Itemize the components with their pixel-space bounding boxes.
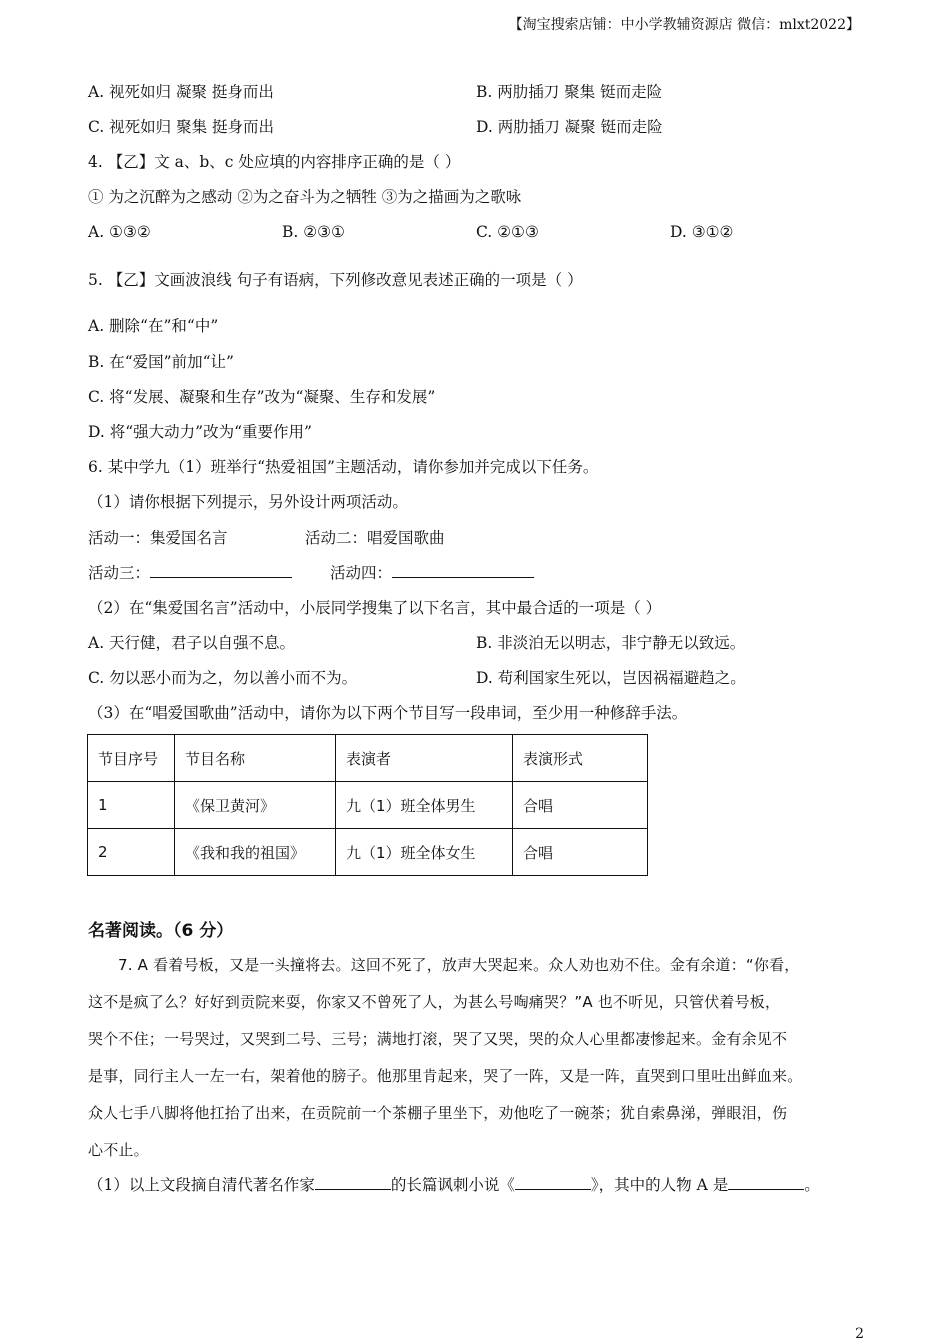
table-header-row xyxy=(88,735,648,782)
table-cell: 1 xyxy=(88,782,175,829)
q4-option-b: B. ②③① xyxy=(282,223,345,241)
novel-title-blank[interactable] xyxy=(515,1175,591,1190)
activity-2: 活动二：唱爱国歌曲 xyxy=(305,529,445,547)
q7-sub1-text: 的长篇讽刺小说《 xyxy=(390,1176,515,1194)
page-header: 【淘宝搜索店铺：中小学教辅资源店 微信：mlxt2022】 xyxy=(508,17,860,33)
q6-stem: 6. 某中学九（1）班举行“热爱祖国”主题活动，请你参加并完成以下任务。 xyxy=(88,458,599,476)
activity-4-label: 活动四： xyxy=(330,564,393,582)
table-header-cell: 节目序号 xyxy=(88,735,175,782)
q6-option-b: B. 非淡泊无以明志，非宁静无以致远。 xyxy=(476,634,746,652)
activity-3 xyxy=(88,563,292,583)
table-cell: 2 xyxy=(88,829,175,876)
activity-1: 活动一：集爱国名言 xyxy=(88,529,228,547)
character-blank[interactable] xyxy=(728,1175,804,1190)
q5-stem: 5. 【乙】文画波浪线 句子有语病，下列修改意见表述正确的一项是（ ） xyxy=(88,271,583,289)
q3-option-b: B. 两肋插刀 聚集 铤而走险 xyxy=(476,83,663,101)
q7-sub1-text: （1）以上文段摘自清代著名作家 xyxy=(88,1176,315,1194)
passage-line: 是事，同行主人一左一右，架着他的膀子。他那里肯起来，哭了一阵，又是一阵，直哭到口里吐出鲜血来。 xyxy=(88,1067,803,1085)
activity-4 xyxy=(330,563,534,583)
table-header-cell: 表演者 xyxy=(336,735,513,782)
table-cell: 《我和我的祖国》 xyxy=(175,829,336,876)
q6-part2: （2）在“集爱国名言”活动中，小辰同学搜集了以下名言，其中最合适的一项是（ ） xyxy=(88,599,662,617)
table-cell: 九（1）班全体女生 xyxy=(336,829,513,876)
q3-option-a: A. 视死如归 凝聚 挺身而出 xyxy=(88,83,274,101)
activity-4-blank[interactable] xyxy=(392,563,534,578)
q6-option-c: C. 勿以恶小而为之，勿以善小而不为。 xyxy=(88,669,358,687)
q3-option-c: C. 视死如归 聚集 挺身而出 xyxy=(88,118,275,136)
q5-option-d: D. 将“强大动力”改为“重要作用” xyxy=(88,423,312,441)
q7-sub1-text: 。 xyxy=(804,1176,820,1194)
q4-option-c: C. ②①③ xyxy=(476,223,539,241)
q6-option-a: A. 天行健，君子以自强不息。 xyxy=(88,634,296,652)
q6-part3: （3）在“唱爱国歌曲”活动中，请你为以下两个节目写一段串词，至少用一种修辞手法。 xyxy=(88,704,688,722)
table-row xyxy=(88,782,648,829)
q5-option-c: C. 将“发展、凝聚和生存”改为“凝聚、生存和发展” xyxy=(88,388,436,406)
q3-option-d: D. 两肋插刀 凝聚 铤而走险 xyxy=(476,118,663,136)
q4-option-d: D. ③①② xyxy=(670,223,734,241)
author-blank[interactable] xyxy=(315,1175,391,1190)
q5-option-b: B. 在“爱国”前加“让” xyxy=(88,353,234,371)
activity-3-label: 活动三： xyxy=(88,564,151,582)
section-heading: 名著阅读。（6 分） xyxy=(88,921,234,941)
passage-line: 心不止。 xyxy=(88,1141,149,1159)
passage-line: 众人七手八脚将他扛抬了出来，在贡院前一个茶棚子里坐下，劝他吃了一碗茶；犹自索鼻涕，弹眼泪，伤 xyxy=(88,1104,788,1122)
passage-line: 7. A 看着号板，又是一头撞将去。这回不死了，放声大哭起来。众人劝也劝不住。金有余道：“你看， xyxy=(118,956,800,974)
table-row xyxy=(88,829,648,876)
q4-option-a: A. ①③② xyxy=(88,223,151,241)
table-cell: 九（1）班全体男生 xyxy=(336,782,513,829)
table-header-cell: 节目名称 xyxy=(175,735,336,782)
q7-sub1 xyxy=(88,1175,820,1195)
page-number: 2 xyxy=(855,1326,864,1342)
table-header-cell: 表演形式 xyxy=(513,735,648,782)
table-cell: 合唱 xyxy=(513,829,648,876)
q6-part1: （1）请你根据下列提示，另外设计两项活动。 xyxy=(88,493,408,511)
table-cell: 《保卫黄河》 xyxy=(175,782,336,829)
q6-option-d: D. 苟利国家生死以，岂因祸福避趋之。 xyxy=(476,669,746,687)
program-table xyxy=(87,734,648,876)
table-cell: 合唱 xyxy=(513,782,648,829)
activity-3-blank[interactable] xyxy=(150,563,292,578)
q7-sub1-text: 》，其中的人物 A 是 xyxy=(590,1176,729,1194)
q5-option-a: A. 删除“在”和“中” xyxy=(88,317,219,335)
q4-stem: 4. 【乙】文 a、b、c 处应填的内容排序正确的是（ ） xyxy=(88,153,461,171)
passage-line: 哭个不住；一号哭过，又哭到二号、三号；满地打滚，哭了又哭，哭的众人心里都凄惨起来。金有余见不 xyxy=(88,1030,788,1048)
passage-line: 这不是疯了么？好好到贡院来耍，你家又不曾死了人，为甚么号啕痛哭？”A 也不听见，只管伏着号板， xyxy=(88,993,781,1011)
q4-items: ① 为之沉醉为之感动 ②为之奋斗为之牺牲 ③为之描画为之歌咏 xyxy=(88,188,522,206)
